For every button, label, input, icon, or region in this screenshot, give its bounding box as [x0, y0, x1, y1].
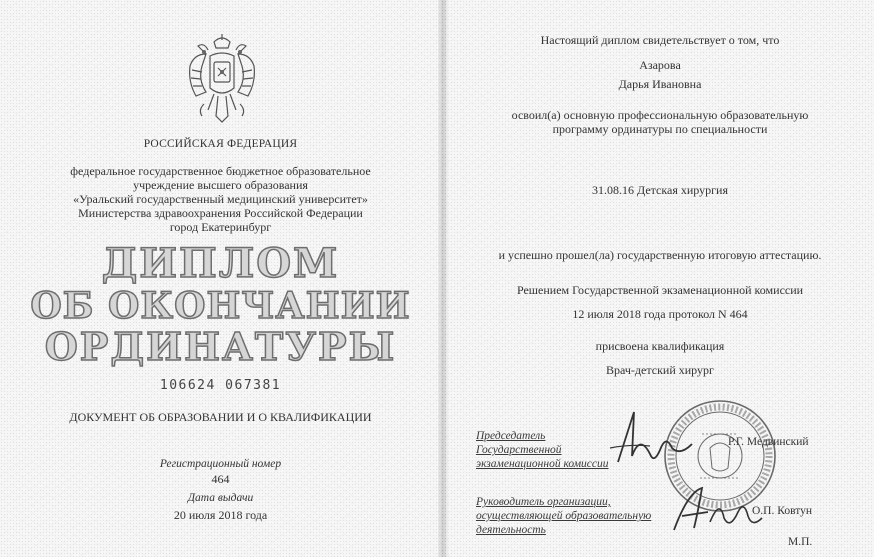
protocol-info: 12 июля 2018 года протокол N 464 — [572, 307, 748, 321]
head-label-line-2: осуществляющей образовательную — [476, 510, 652, 522]
certify-intro: Настоящий диплом свидетельствует о том, что — [540, 33, 780, 47]
registration-number-label: Регистрационный номер — [159, 458, 282, 470]
issue-date: 20 июля 2018 года — [173, 508, 268, 522]
institution-line-3: «Уральский государственный медицинский университет» — [73, 192, 368, 206]
institution-line-4: Министерства здравоохранения Российской Федерации — [78, 206, 363, 220]
russian-coat-of-arms-icon — [184, 32, 260, 126]
diploma-title-line-1: ДИПЛОМ — [101, 240, 340, 287]
program-line-1: освоил(а) основную профессиональную образовательную — [511, 108, 809, 122]
qualification: Врач-детский хирург — [606, 363, 714, 377]
program-line-2: программу ординатуры по специальности — [552, 122, 768, 136]
head-name: О.П. Ковтун — [752, 505, 813, 517]
registration-number: 464 — [211, 472, 230, 486]
chair-name: Р.Г. Медвинский — [728, 436, 809, 448]
attestation-text: и успешно прошел(ла) государственную итоговую аттестацию. — [498, 248, 822, 262]
chair-label-line-2: Государственной — [476, 444, 562, 456]
institution-line-5: город Екатеринбург — [169, 220, 272, 234]
institution-line-2: учреждение высшего образования — [133, 178, 308, 192]
institution-line-1: федеральное государственное бюджетное образовательное — [70, 164, 371, 178]
chair-label-line-3: экзаменационной комиссии — [476, 458, 609, 470]
head-signature — [668, 482, 764, 538]
issue-date-label: Дата выдачи — [187, 492, 254, 504]
stamp-place: М.П. — [788, 536, 813, 548]
diploma-title-line-3: ОРДИНАТУРЫ — [44, 324, 397, 369]
graduate-name-patronymic: Дарья Ивановна — [618, 77, 702, 91]
document-type: ДОКУМЕНТ ОБ ОБРАЗОВАНИИ И О КВАЛИФИКАЦИИ — [69, 410, 372, 424]
country-name: РОССИЙСКАЯ ФЕДЕРАЦИЯ — [143, 138, 298, 150]
head-label-line-3: деятельность — [476, 524, 546, 536]
graduate-surname: Азарова — [639, 58, 681, 72]
head-label-line-1: Руководитель организации, — [476, 496, 611, 508]
diploma-serial-number: 106624 067381 — [159, 378, 282, 393]
qualification-label: присвоена квалификация — [595, 339, 725, 353]
chair-label-line-1: Председатель — [476, 430, 546, 442]
commission-decision: Решением Государственной экзаменационной комиссии — [516, 283, 804, 297]
diploma-title-line-2: ОБ ОКОНЧАНИИ — [30, 285, 411, 327]
diploma-right-page — [446, 0, 874, 557]
chair-signature — [600, 404, 700, 472]
specialty: 31.08.16 Детская хирургия — [592, 183, 728, 197]
